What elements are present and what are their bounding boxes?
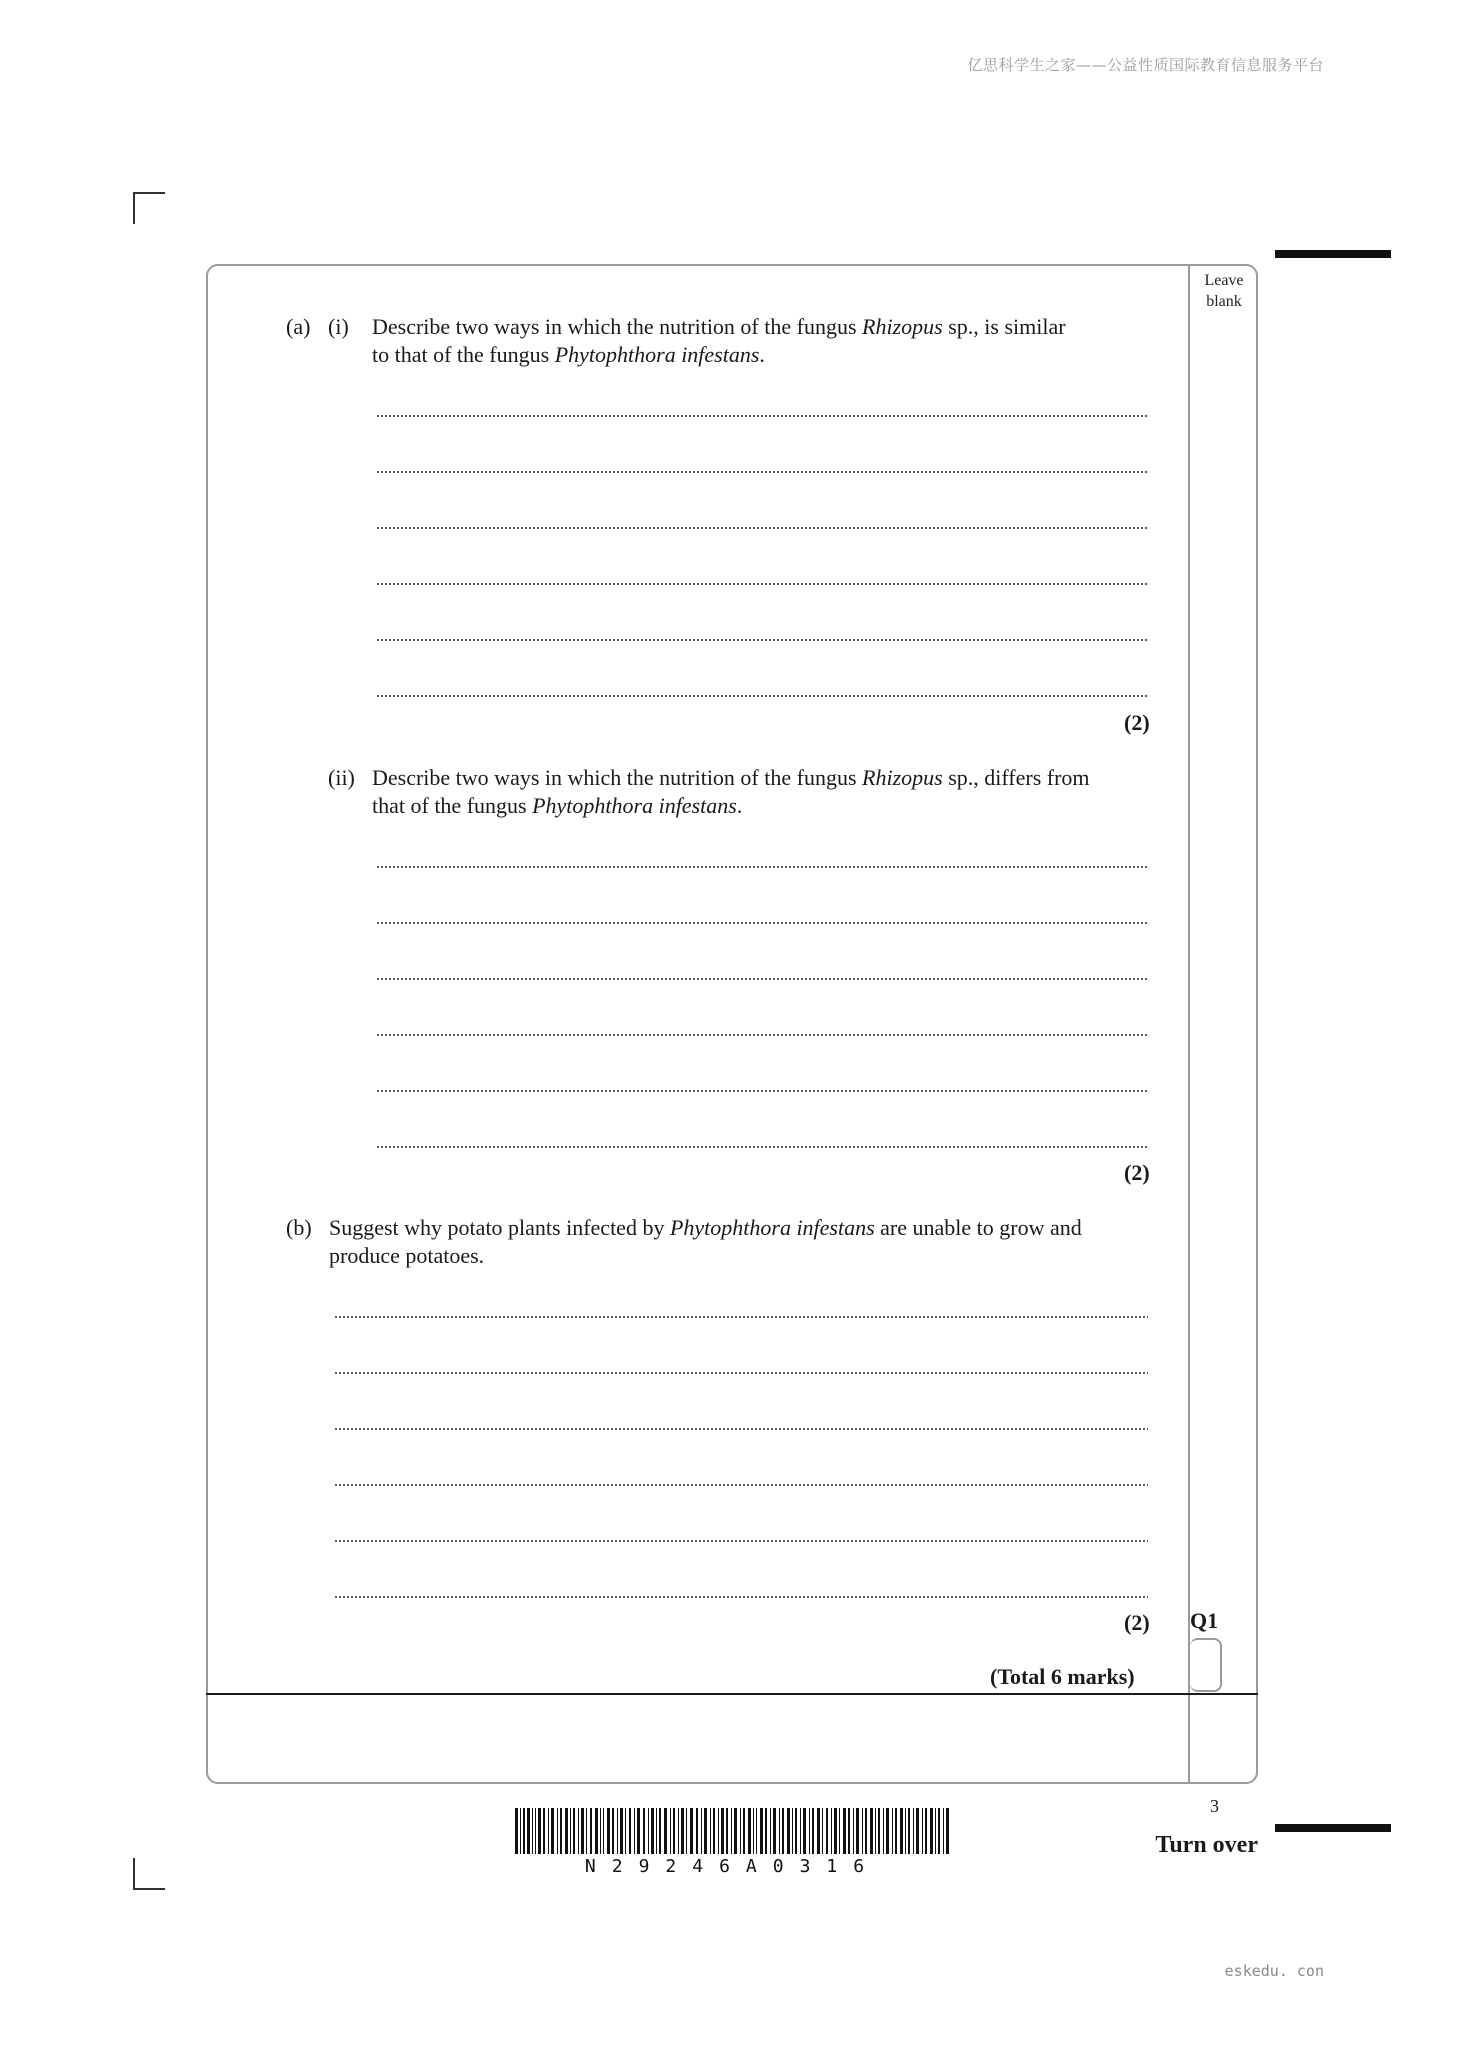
question-a-ii-line1: Describe two ways in which the nutrition of the fungus Rhizopus sp., differs from: [372, 765, 1090, 790]
question-a-ii-line2: that of the fungus Phytophthora infestans.: [372, 793, 743, 818]
answer-line[interactable]: [334, 1427, 1148, 1431]
marks-a-i: (2): [1124, 710, 1150, 735]
total-marks: (Total 6 marks): [990, 1664, 1135, 1689]
leave-blank-label: [1190, 270, 1258, 312]
answer-line[interactable]: [376, 470, 1148, 474]
question-a-i-text: [372, 313, 1162, 369]
answer-frame: [206, 264, 1258, 1784]
watermark-bottom: eskedu. con: [1224, 1962, 1324, 1980]
part-a-i-label: (i): [328, 314, 349, 339]
answer-line[interactable]: [376, 638, 1148, 642]
turn-over-label: Turn over: [1155, 1832, 1258, 1858]
page-number: 3: [1210, 1796, 1219, 1816]
part-b-label: (b): [286, 1215, 312, 1240]
question-a-i-line2: to that of the fungus Phytophthora infestans.: [372, 342, 765, 367]
section-rule: [206, 1693, 1258, 1695]
question-a-i-line1: Describe two ways in which the nutrition of the fungus Rhizopus sp., is similar: [372, 314, 1066, 339]
answer-line[interactable]: [334, 1371, 1148, 1375]
question-b-line1: Suggest why potato plants infected by Phytophthora infestans are unable to grow and: [329, 1215, 1082, 1240]
question-b-line2: produce potatoes.: [329, 1243, 485, 1268]
answer-line[interactable]: [334, 1539, 1148, 1543]
question-ref: Q1: [1190, 1608, 1219, 1633]
marks-b: (2): [1124, 1610, 1150, 1635]
barcode: [515, 1808, 950, 1854]
leave-label-line2: blank: [1206, 293, 1242, 310]
part-a-label: (a): [286, 314, 311, 339]
margin-bar-bottom: [1275, 1824, 1391, 1832]
part-a-ii-label: (ii): [328, 765, 355, 790]
crop-mark-top-h: [133, 192, 165, 194]
barcode-number: N29246A0316: [584, 1856, 881, 1877]
answer-line[interactable]: [334, 1483, 1148, 1487]
answer-line[interactable]: [376, 694, 1148, 698]
answer-line[interactable]: [376, 1033, 1148, 1037]
crop-mark-top-v: [133, 192, 135, 224]
crop-mark-bottom-h: [133, 1888, 165, 1890]
watermark-top: 亿思科学生之家——公益性质国际教育信息服务平台: [967, 56, 1324, 74]
margin-bar-top: [1275, 250, 1391, 258]
score-box[interactable]: [1190, 1638, 1222, 1692]
question-a-ii-text: [372, 764, 1162, 820]
answer-line[interactable]: [334, 1315, 1148, 1319]
answer-line[interactable]: [376, 1089, 1148, 1093]
answer-line[interactable]: [376, 977, 1148, 981]
leave-blank-column-divider: [1188, 264, 1190, 1784]
answer-line[interactable]: [376, 526, 1148, 530]
crop-mark-bottom-v: [133, 1858, 135, 1890]
marks-a-ii: (2): [1124, 1160, 1150, 1185]
question-b-text: [329, 1214, 1162, 1270]
answer-line[interactable]: [376, 414, 1148, 418]
answer-line[interactable]: [376, 582, 1148, 586]
answer-line[interactable]: [376, 921, 1148, 925]
answer-line[interactable]: [376, 1145, 1148, 1149]
answer-line[interactable]: [334, 1595, 1148, 1599]
answer-line[interactable]: [376, 865, 1148, 869]
leave-label-line1: Leave: [1204, 272, 1244, 289]
